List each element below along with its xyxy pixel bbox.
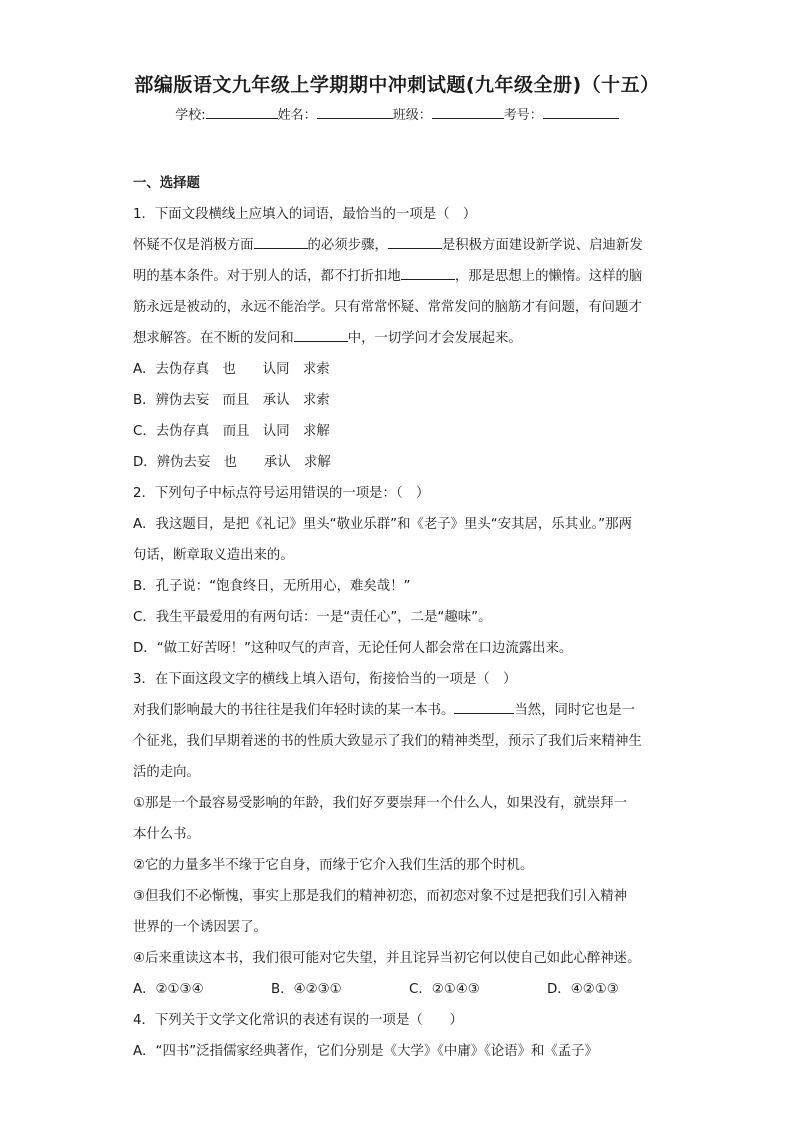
q3-sentence-1-cont: 本什么书。: [133, 827, 200, 842]
q1-passage-line: 怀疑不仅是消极方面 的必须步骤， 是积极方面建设新学说、启迪新发: [133, 230, 663, 261]
q3-sentence-4: ④后来重读这本书，我们很可能对它失望，并且诧异当初它何以使自己如此心醉神迷。: [133, 951, 641, 966]
q3-stem: 3．在下面这段文字的横线上填入语句，衔接恰当的一项是（ ）: [133, 672, 517, 687]
q3-passage-line: 个征兆，我们早期着迷的书的性质大致显示了我们的精神类型，预示了我们后来精神生: [133, 734, 642, 749]
q1-passage-line: 想求解答。在不断的发问和 中，一切学问才会发展起来。: [133, 323, 663, 354]
q2-option-d[interactable]: D．“做工好苦呀！”这种叹气的声音，无论任何人都会常在口边流露出来。: [133, 641, 573, 656]
section-heading: 一、选择题: [133, 176, 200, 191]
q2-option-a[interactable]: A．我这题目，是把《礼记》里头“敬业乐群”和《老子》里头“安其居，乐其业。”那两: [133, 517, 632, 532]
q2-option-c[interactable]: C．我生平最爱用的有两句话：一是“责任心”，二是“趣味”。: [133, 610, 492, 625]
question-content: [133, 168, 663, 1067]
fill-blank: [401, 265, 455, 280]
fill-blank: [388, 234, 442, 249]
q3-passage-line: 活的走向。: [133, 765, 200, 780]
q1-option-a[interactable]: A．去伪存真 也 认同 求索: [133, 362, 330, 377]
student-info-line: [0, 104, 794, 123]
fill-blank: [254, 234, 308, 249]
fill-blank: [294, 327, 348, 342]
q2-option-b[interactable]: B．孔子说：“饱食终日，无所用心，难矣哉！”: [133, 579, 411, 594]
q1-option-c[interactable]: C．去伪存真 而且 认同 求解: [133, 424, 330, 439]
fill-blank: [454, 699, 514, 714]
q3-sentence-1: ①那是一个最容易受影响的年龄，我们好歹要崇拜一个什么人，如果没有，就崇拜一: [133, 796, 628, 811]
q1-passage-line: 明的基本条件。对于别人的话，都不打折扣地 ，那是思想上的懒惰。这样的脑: [133, 261, 663, 292]
q3-options-row: [133, 974, 663, 1005]
exam-number-label: 考号：: [503, 108, 543, 123]
page-title: 部编版语文九年级上学期期中冲刺试题(九年级全册)（十五）: [134, 74, 660, 96]
name-label: 姓名：: [277, 108, 317, 123]
name-blank[interactable]: [317, 105, 393, 119]
q1-option-d[interactable]: D．辨伪去妄 也 承认 求解: [133, 455, 331, 470]
exam-number-blank[interactable]: [543, 105, 619, 119]
q3-option-a[interactable]: A．②①③④: [133, 982, 204, 997]
school-blank[interactable]: [206, 105, 278, 119]
school-label: 学校:: [175, 108, 206, 123]
class-blank[interactable]: [432, 105, 504, 119]
q1-passage-line: 筋永远是被动的，永远不能治学。只有常常怀疑、常常发问的脑筋才有问题，有问题才: [133, 300, 642, 315]
q1-option-b[interactable]: B．辨伪去妄 而且 承认 求索: [133, 393, 330, 408]
q3-sentence-3-cont: 世界的一个诱因罢了。: [133, 920, 267, 935]
q1-stem: 1．下面文段横线上应填入的词语，最恰当的一项是（ ）: [133, 207, 477, 222]
class-label: 班级：: [392, 108, 432, 123]
q3-sentence-3: ③但我们不必惭愧，事实上那是我们的精神初恋，而初恋对象不过是把我们引入精神: [133, 889, 628, 904]
q3-option-c[interactable]: C．②①④③: [409, 982, 480, 997]
q3-option-d[interactable]: D．④②①③: [547, 982, 619, 997]
q4-option-a[interactable]: A．“四书”泛指儒家经典著作，它们分别是《大学》《中庸》《论语》和《孟子》: [133, 1044, 598, 1059]
q4-stem: 4．下列关于文学文化常识的表述有误的一项是（ ）: [133, 1013, 463, 1028]
q2-stem: 2．下列句子中标点符号运用错误的一项是：（ ）: [133, 486, 430, 501]
q3-passage-line: 对我们影响最大的书往往是我们年轻时读的某一本书。 当然，同时它也是一: [133, 695, 663, 726]
q3-option-b[interactable]: B．④②③①: [271, 982, 342, 997]
q2-option-a-cont[interactable]: 句话，断章取义造出来的。: [133, 548, 294, 563]
q3-sentence-2: ②它的力量多半不缘于它自身，而缘于它介入我们生活的那个时机。: [133, 858, 534, 873]
